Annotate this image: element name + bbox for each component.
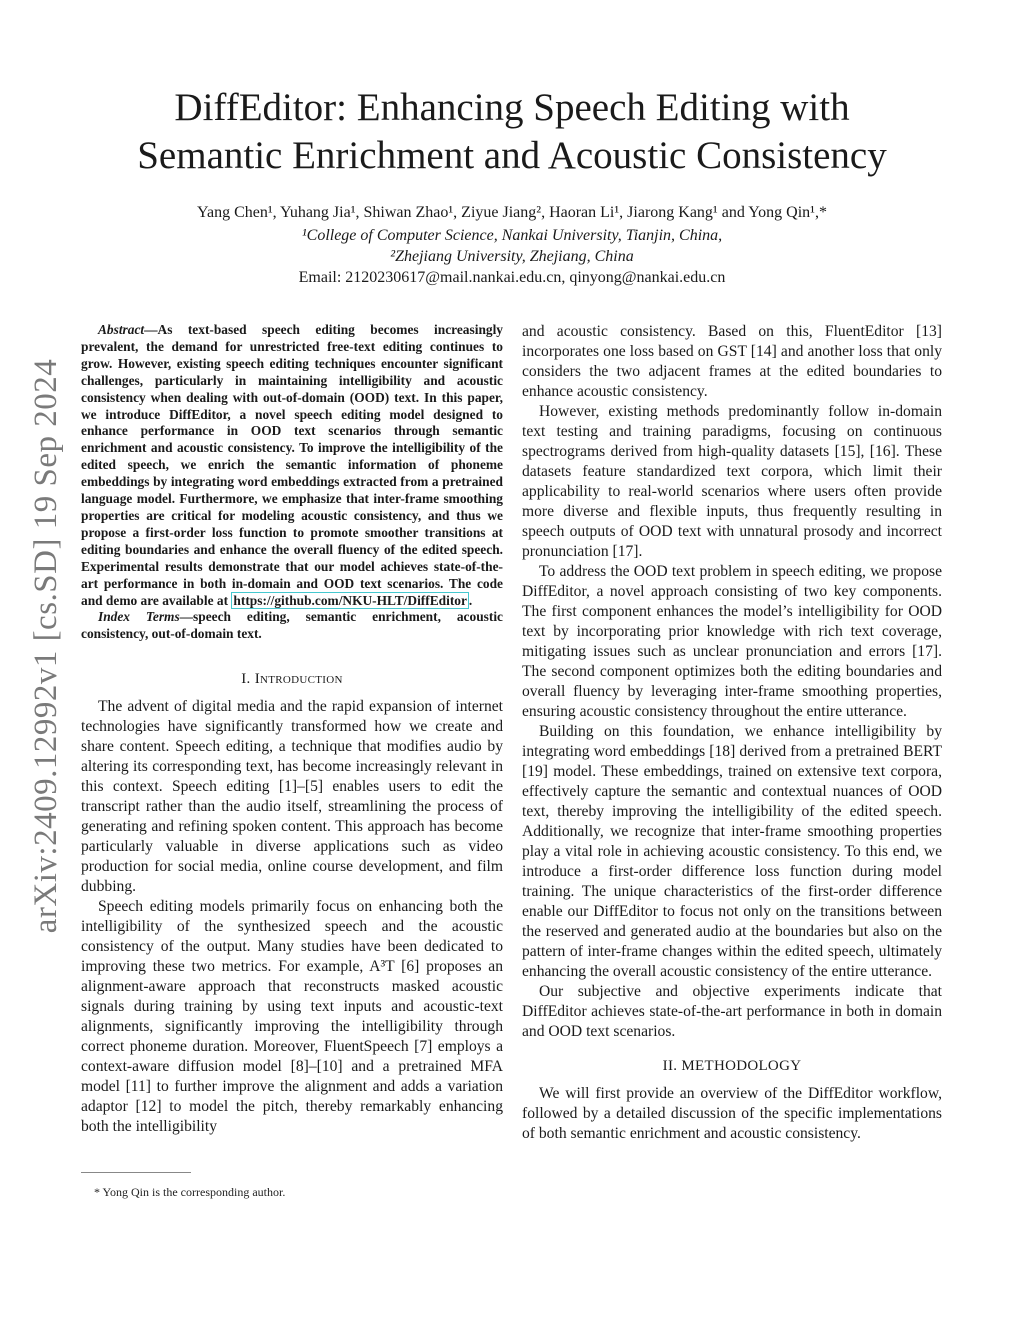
abstract-end: . [468,592,473,608]
abstract-text: —As text-based speech editing becomes increasingly prevalent, the demand for unrestricted free-text editing continues to grow. However, existing speech editing techniques encounter significant challenges, particularly in maintaining intelligibility and acoustic consistency when dealing with out-of-domain (OOD) text. In this paper, we introduce DiffEditor, a novel speech editing model designed to enhance performance in OOD text scenarios through semantic enrichment and acoustic consistency. To improve the intelligibility of the edited speech, we enrich the semantic information of phoneme embeddings by integrating word embeddings extracted from a pretrained language model. Furthermore, we emphasize that inter-frame smoothing properties are critical for modeling acoustic consistency, and thus we propose a first-order loss function to promote smoother transitions at editing boundaries and enhance the overall fluency of the edited speech. Experimental results demonstrate that our model achieves state-of-the-art performance in both in-domain and OOD text scenarios. The code and demo are available at [81,322,503,608]
index-terms [81,609,503,643]
paragraph: We will first provide an overview of the DiffEditor workflow, followed by a detailed discussion of the specific implementations of both semantic enrichment and acoustic consistency. [522,1085,942,1142]
right-column [522,322,942,1144]
title-line-1: DiffEditor: Enhancing Speech Editing with [174,86,850,129]
arxiv-watermark: arXiv:2409.12992v1 [cs.SD] 19 Sep 2024 [28,358,64,934]
paragraph: However, existing methods predominantly follow in-domain text testing and training paradigms, focusing on continuous spectrograms derived from high-quality datasets [15], [16]. These datasets feature standardized text corpora, which limit their applicability to real-world scenarios where users often provide more diverse and flexible inputs, thus frequently resulting in speech outputs of OOD text with unnatural prosody and incorrect pronunciation [17]. [522,403,942,560]
paragraph: and acoustic consistency. Based on this, FluentEditor [13] incorporates one loss based on GST [14] and another loss that only considers the two adjacent frames at the edited boundaries to enhance acoustic consistency. [522,323,942,400]
section-heading-introduction [81,669,503,689]
left-column [81,322,503,1137]
section-number: II. [662,1058,678,1074]
affiliation-2: ²Zhejiang University, Zhejiang, China [390,248,634,265]
paragraph: The advent of digital media and the rapid expansion of internet technologies have significantly transformed how we create and share content. Speech editing, a technique that modifies audio by altering its corresponding text, has become increasingly relevant in this context. Speech editing [1]–[5] enables users to edit the transcript rather than the audio itself, streamlining the process of generating and refining spoken content. This approach has become particularly valuable in diverse applications such as video production for social media, online course development, and film dubbing. [81,698,503,896]
code-link[interactable]: https://github.com/NKU-HLT/DiffEditor [233,592,467,608]
index-terms-label: Index Terms [98,609,180,625]
section-number: I. [241,671,251,688]
section-title: METHODOLOGY [681,1058,802,1074]
index-terms-text: —speech editing, semantic enrichment, acoustic consistency, out-of-domain text. [81,609,503,642]
abstract-label: Abstract [98,322,145,337]
paper-title [60,84,964,180]
author-list: Yang Chen¹, Yuhang Jia¹, Shiwan Zhao¹, Ziyue Jiang², Haoran Li¹, Jiarong Kang¹ and Yong Qin¹,* [197,204,827,221]
title-line-2: Semantic Enrichment and Acoustic Consistency [137,134,887,177]
paragraph: Building on this foundation, we enhance intelligibility by integrating word embeddings [18] derived from a pretrained BERT [19] model. These embeddings, trained on extensive text corpora, effectively capture the semantic and contextual nuances of OOD text, thereby improving the intelligibility of the edited speech. Additionally, we recognize that inter-frame smoothing properties play a vital role in achieving acoustic consistency. To this end, we introduce a first-order difference loss function during model training. The unique characteristics of the first-order difference enable our DiffEditor to focus not only on the transitions between the reserved and generated audio at the boundaries but also on the pattern of inter-frame changes within the edited speech, ultimately enhancing the overall acoustic consistency of the entire utterance. [522,723,942,980]
section-heading-methodology [522,1056,942,1076]
paragraph: Speech editing models primarily focus on enhancing both the intelligibility of the synthesized speech and the acoustic consistency of the output. Many studies have been dedicated to improving these two metrics. For example, A³T [6] proposes an alignment-aware approach that reconstructs masked acoustic signals during training by using text inputs and acoustic-text alignments, significantly improving the intelligibility through correct phoneme duration. Moreover, FluentSpeech [7] employs a context-aware diffusion model [8]–[10] and a pretrained MFA model [11] to further improve the alignment and adds a variation adaptor [12] to model the pitch, thereby remarkably enhancing both the intelligibility [81,898,503,1136]
paragraph: Our subjective and objective experiments indicate that DiffEditor achieves state-of-the-art performance in both in domain and OOD text scenarios. [522,983,942,1040]
abstract [81,322,503,609]
footnote: * Yong Qin is the corresponding author. [94,1185,286,1199]
footnote-divider [81,1172,191,1173]
paragraph: To address the OOD text problem in speech editing, we propose DiffEditor, a novel approach consisting of two key components. The first component enhances the model’s intelligibility for OOD text by incorporating prior knowledge with rich text coverage, mitigating issues such as unclear pronunciation and errors [17]. The second component optimizes both the editing boundaries and overall fluency by leveraging inter-frame smoothing properties, ensuring acoustic consistency throughout the entire utterance. [522,563,942,720]
affiliation-1: ¹College of Computer Science, Nankai University, Tianjin, China, [301,227,723,244]
email-line: Email: 2120230617@mail.nankai.edu.cn, qinyong@nankai.edu.cn [298,269,726,286]
section-title: Introduction [254,671,343,688]
